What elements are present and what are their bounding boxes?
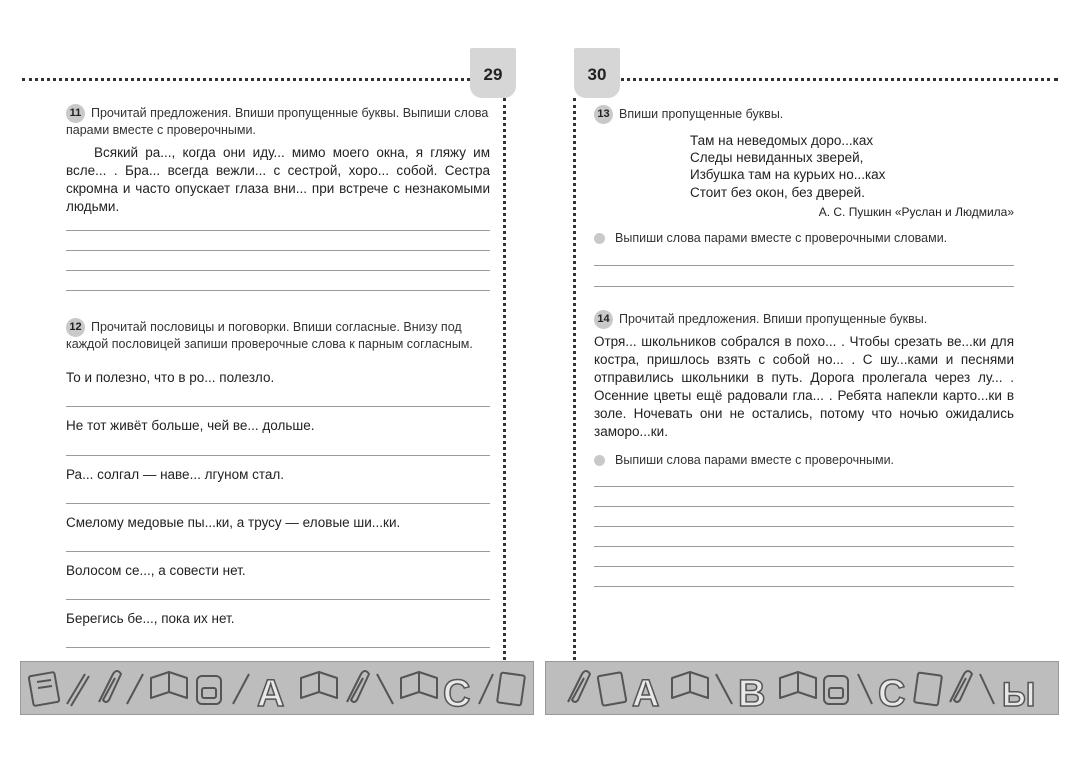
pen-icon [479, 674, 493, 704]
footer-letter: А [257, 673, 285, 714]
answer-line[interactable] [594, 566, 1014, 567]
exercise-instruction-text: Впиши пропущенные буквы. [619, 106, 784, 121]
pen-icon [233, 674, 249, 704]
answer-line[interactable] [66, 455, 490, 456]
answer-line[interactable] [66, 250, 490, 251]
answer-line[interactable] [594, 265, 1014, 266]
answer-line[interactable] [594, 526, 1014, 527]
answer-line[interactable] [66, 230, 490, 231]
paperclip-icon [99, 671, 121, 702]
pen-icon [377, 674, 393, 704]
bullet-dot-icon [594, 455, 605, 466]
poem-line-2: Следы невиданных зверей, [690, 150, 864, 165]
proverb-6: Берегись бе..., пока их нет. [66, 611, 235, 626]
footer-letter: А [632, 673, 660, 714]
exercise-instruction-text: Прочитай предложения. Впиши пропущенные буквы. Выпиши слова парами вместе с проверочными. [66, 105, 489, 137]
answer-line[interactable] [594, 286, 1014, 287]
exercise-13-instruction [594, 105, 1014, 124]
answer-line[interactable] [66, 270, 490, 271]
exercise-12-instruction [66, 318, 490, 352]
answer-line[interactable] [66, 647, 490, 648]
pen-icon [67, 674, 89, 706]
notebook-icon [598, 672, 627, 706]
book-icon [151, 672, 187, 698]
footer-letter: В [738, 673, 766, 714]
footer-band-left [20, 661, 534, 715]
poem-line-1: Там на неведомых доро...ках [690, 133, 874, 148]
header-dotted-rule-right [614, 78, 1058, 81]
pen-icon [127, 674, 143, 704]
exercise-14-subtask [594, 453, 1014, 468]
bullet-dot-icon [594, 233, 605, 244]
exercise-13-subtask [594, 231, 1014, 246]
school-items-strip [21, 662, 533, 714]
answer-line[interactable] [594, 486, 1014, 487]
pen-icon [716, 674, 732, 704]
footer-letter: Ы [1002, 676, 1036, 714]
notebook-icon [497, 672, 525, 705]
exercise-number-badge: 13 [594, 105, 613, 124]
exercise-number-badge: 14 [594, 310, 613, 329]
left-margin-dotted-rule [503, 98, 506, 660]
answer-line[interactable] [66, 551, 490, 552]
paperclip-icon [347, 671, 369, 702]
pen-icon [858, 674, 872, 704]
notebook-icon [914, 672, 942, 705]
answer-line[interactable] [66, 290, 490, 291]
book-icon [672, 672, 708, 698]
subtask-text: Выпиши слова парами вместе с проверочными. [615, 453, 895, 467]
exercise-14-instruction [594, 310, 1014, 329]
answer-line[interactable] [66, 406, 490, 407]
book-icon [780, 672, 816, 698]
exercise-11-text: Всякий ра..., когда они иду... мимо моего окна, я гляжу им всле... . Бра... всегда вежли... с сестрой, хоро... собой. Сестра скромна и часто опускает глаза вни... при встрече с незнакомыми людьми. [66, 145, 490, 214]
pen-icon [980, 674, 994, 704]
paperclip-icon [568, 671, 590, 702]
footer-letter: С [443, 673, 471, 714]
exercise-number-badge: 11 [66, 104, 85, 123]
proverb-3: Ра... солгал — наве... лгуном стал. [66, 467, 285, 482]
answer-line[interactable] [66, 599, 490, 600]
exercise-instruction-text: Прочитай пословицы и поговорки. Впиши согласные. Внизу под каждой пословицей запиши проверочные слова к парным согласным. [66, 319, 473, 351]
answer-line[interactable] [66, 503, 490, 504]
exercise-11-instruction [66, 104, 490, 138]
footer-letter: С [878, 673, 906, 714]
proverb-1: То и полезно, что в ро... полезло. [66, 370, 275, 385]
poem-attribution: А. С. Пушкин «Руслан и Людмила» [818, 205, 1014, 219]
answer-line[interactable] [594, 586, 1014, 587]
backpack-icon [824, 676, 848, 704]
subtask-text: Выпиши слова парами вместе с проверочными словами. [615, 231, 948, 245]
answer-line[interactable] [594, 506, 1014, 507]
backpack-icon [197, 676, 221, 704]
header-dotted-rule-left [22, 78, 470, 81]
proverb-2: Не тот живёт больше, чей ве... дольше. [66, 418, 315, 433]
right-margin-dotted-rule [573, 98, 576, 660]
exercise-instruction-text: Прочитай предложения. Впиши пропущенные буквы. [619, 311, 928, 326]
exercise-number-badge: 12 [66, 318, 85, 337]
footer-band-right [545, 661, 1059, 715]
page-number-left: 29 [470, 48, 516, 98]
answer-line[interactable] [594, 546, 1014, 547]
page-number-right: 30 [574, 48, 620, 98]
school-items-strip [546, 662, 1058, 714]
exercise-14-text: Отря... школьников собрался в похо... . Чтобы срезать ве...ки для костра, пришлось взять с собой но... . С шу...ками и песнями отправились школьники в путь. Дорога пролегала через лу... . Осенние цветы ещё радовали гла... . Ребята напекли карто...ки в золе. Ночевать они не остались, потому что ночью ожидались заморо...ки. [594, 334, 1014, 439]
poem-line-3: Избушка там на курьих но...ках [690, 167, 886, 182]
proverb-4: Смелому медовые пы...ки, а трусу — еловые ши...ки. [66, 515, 401, 530]
notebook-icon [29, 672, 60, 706]
paperclip-icon [950, 671, 972, 702]
proverb-5: Волосом се..., а совести нет. [66, 563, 246, 578]
book-icon [301, 672, 337, 698]
book-icon [401, 672, 437, 698]
poem-line-4: Стоит без окон, без дверей. [690, 185, 865, 200]
